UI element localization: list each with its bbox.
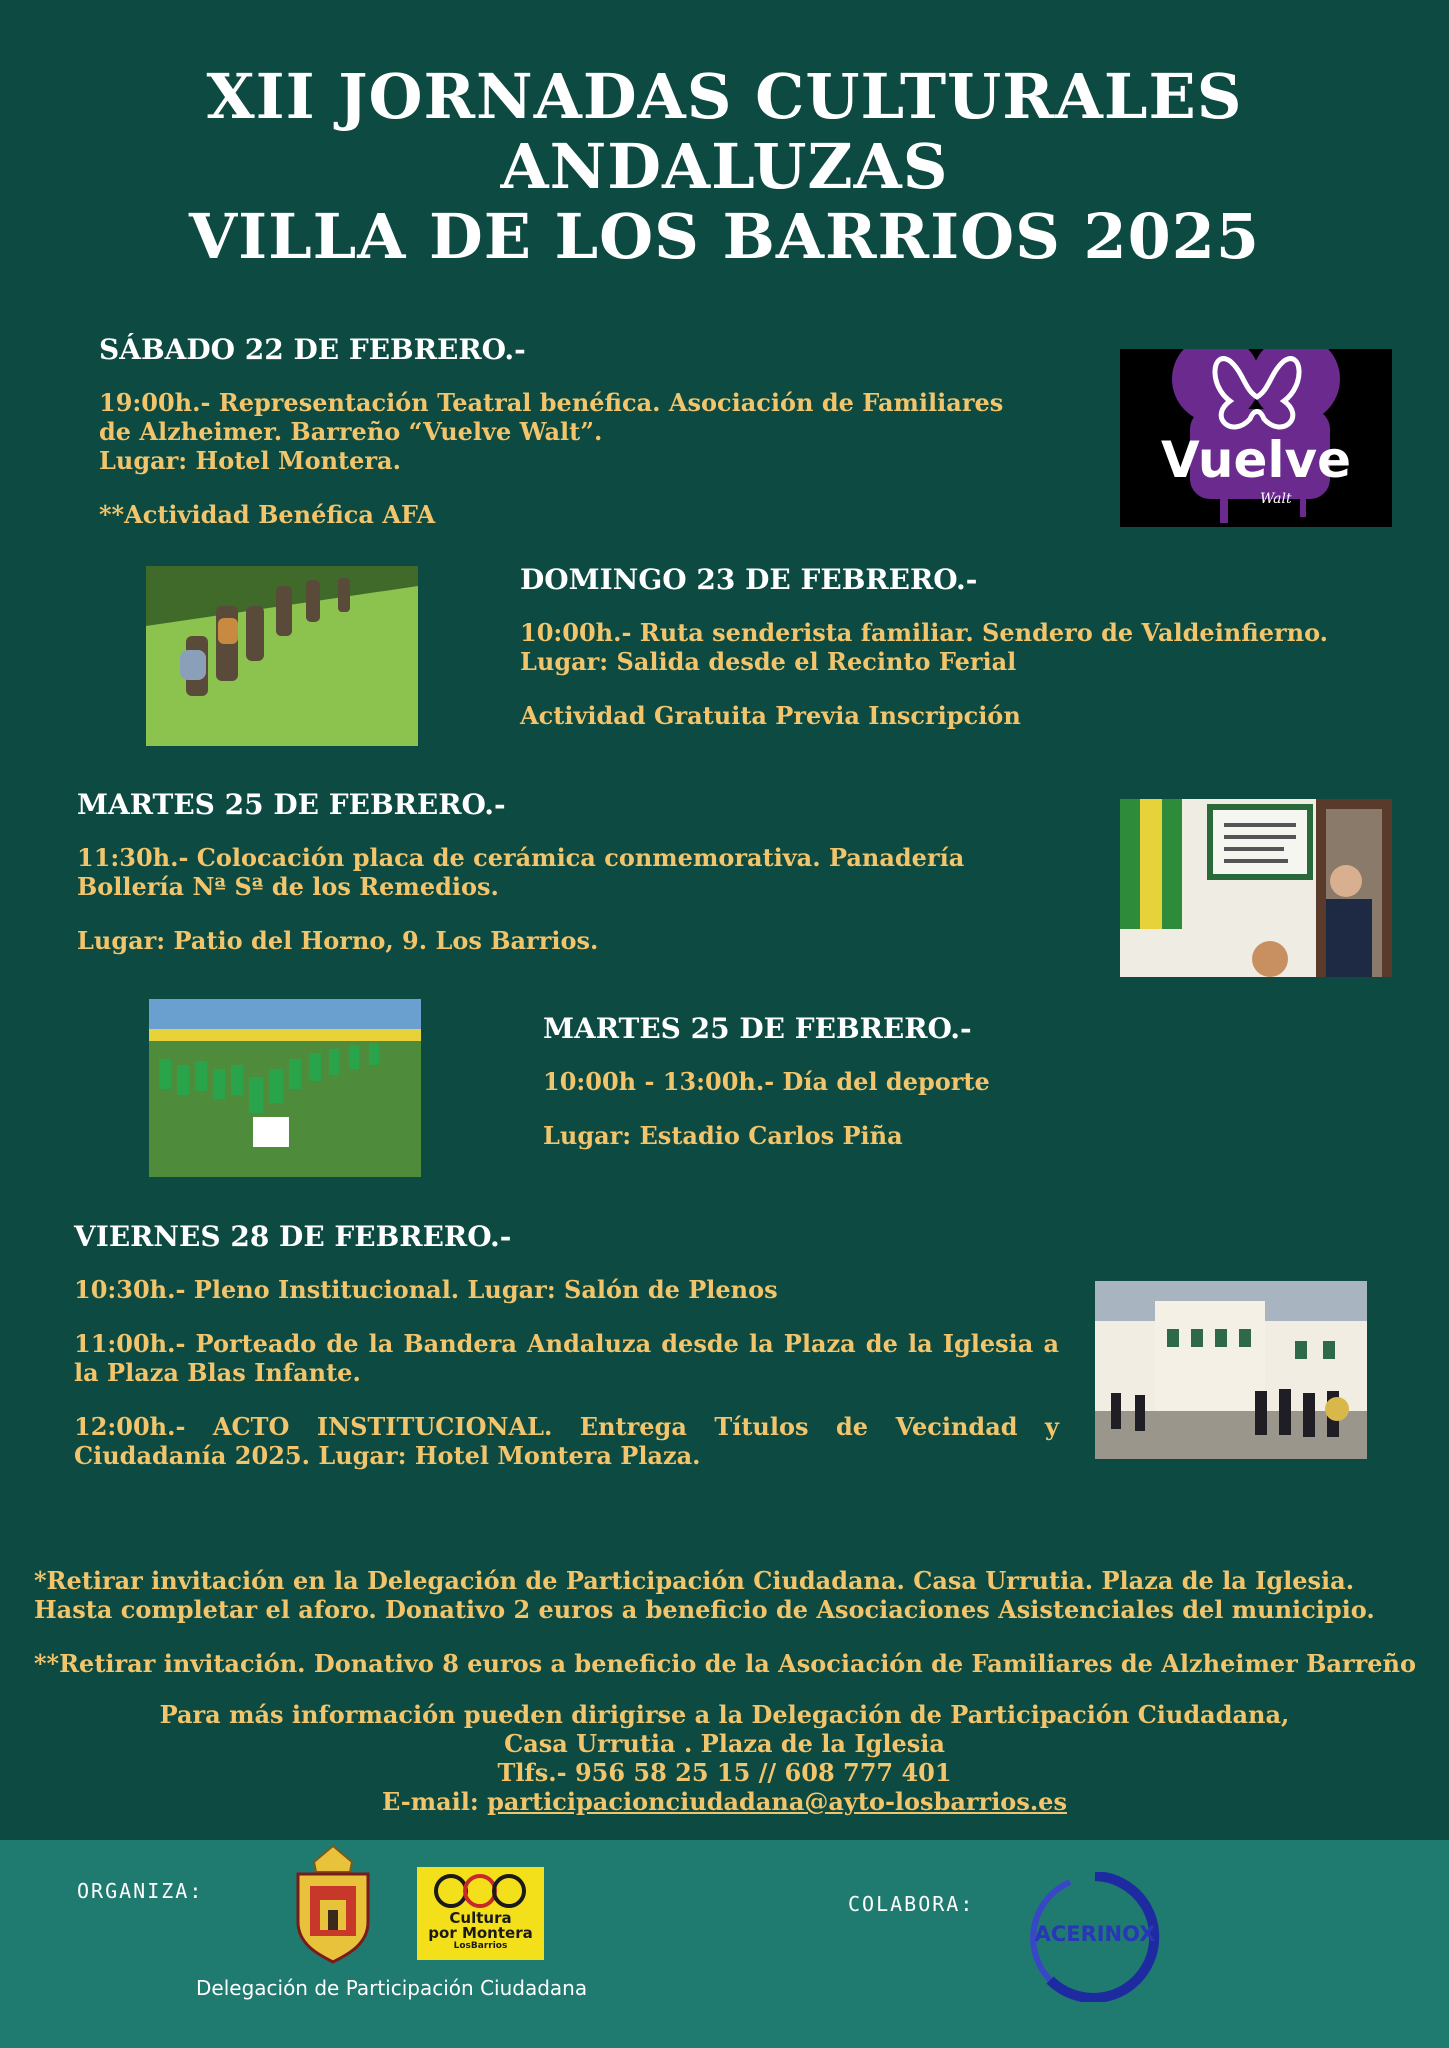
event-heading: MARTES 25 DE FEBRERO.- bbox=[77, 788, 506, 821]
plaque-photo bbox=[1120, 799, 1392, 977]
note-line: **Retirar invitación. Donativo 8 euros a beneficio de la Asociación de Familiares de Alzheimer Barreño bbox=[34, 1649, 1417, 1678]
event-line: Bollería Nª Sª de los Remedios. bbox=[77, 872, 499, 901]
event-line: 11:30h.- Colocación placa de cerámica conmemorativa. Panadería bbox=[77, 843, 965, 872]
page-title bbox=[0, 62, 1449, 272]
event-sunday bbox=[520, 563, 1420, 730]
event-heading: DOMINGO 23 DE FEBRERO.- bbox=[520, 563, 978, 596]
note-line: Hasta completar el aforo. Donativo 2 euros a beneficio de Asociaciones Asistenciales del municipio. bbox=[34, 1595, 1375, 1624]
town-square-photo bbox=[1095, 1281, 1367, 1459]
walt-text: Walt bbox=[1260, 491, 1292, 507]
hiking-photo bbox=[146, 566, 418, 746]
event-tuesday-sports bbox=[543, 1012, 1343, 1150]
event-location: Lugar: Estadio Carlos Piña bbox=[543, 1121, 903, 1150]
title-line-2: ANDALUZAS bbox=[500, 130, 949, 203]
cultura-text: Cultura bbox=[449, 1909, 512, 1927]
vuelve-walt-logo bbox=[1120, 349, 1392, 527]
event-heading: MARTES 25 DE FEBRERO.- bbox=[543, 1012, 972, 1045]
colabora-label: COLABORA: bbox=[848, 1892, 975, 1916]
event-line: 10:30h.- Pleno Institucional. Lugar: Salón de Plenos bbox=[74, 1275, 778, 1304]
email-line bbox=[0, 1787, 1449, 1816]
title-line-1: XII JORNADAS CULTURALES bbox=[206, 60, 1243, 133]
event-note: **Actividad Benéfica AFA bbox=[99, 500, 436, 529]
event-location: Lugar: Salida desde el Recinto Ferial bbox=[520, 647, 1017, 676]
event-line: 19:00h.- Representación Teatral benéfica. Asociación de Familiares bbox=[99, 388, 1004, 417]
email-label: E-mail: bbox=[382, 1787, 488, 1816]
event-location: Lugar: Hotel Montera. bbox=[99, 446, 401, 475]
email-link[interactable]: participacionciudadana@ayto-losbarrios.es bbox=[487, 1787, 1067, 1816]
vuelve-text: Vuelve bbox=[1160, 431, 1352, 489]
info-line: Casa Urrutia . Plaza de la Iglesia bbox=[504, 1729, 945, 1758]
event-line: de Alzheimer. Barreño “Vuelve Walt”. bbox=[99, 417, 603, 446]
acerinox-logo bbox=[1030, 1872, 1160, 2002]
contact-info bbox=[0, 1700, 1449, 1816]
montera-text: por Montera bbox=[428, 1924, 533, 1942]
organiza-label: ORGANIZA: bbox=[77, 1879, 204, 1903]
invitation-notes bbox=[34, 1566, 1434, 1678]
phone-line: Tlfs.- 956 58 25 15 // 608 777 401 bbox=[497, 1758, 952, 1787]
event-friday bbox=[74, 1220, 1059, 1470]
event-line: 10:00h - 13:00h.- Día del deporte bbox=[543, 1067, 990, 1096]
note-line: *Retirar invitación en la Delegación de Participación Ciudadana. Casa Urrutia. Plaza de la Iglesia. bbox=[34, 1566, 1355, 1595]
delegacion-label: Delegación de Participación Ciudadana bbox=[196, 1976, 588, 2000]
event-tuesday-plaque bbox=[77, 788, 1077, 955]
event-location: Lugar: Patio del Horno, 9. Los Barrios. bbox=[77, 926, 599, 955]
event-paragraph: 11:00h.- Porteado de la Bandera Andaluza desde la Plaza de la Iglesia a la Plaza Blas Infante. bbox=[74, 1329, 1059, 1387]
footer-bar bbox=[0, 1840, 1449, 2048]
losbarrios-text: LosBarrios bbox=[453, 1941, 508, 1951]
acerinox-text: ACERINOX bbox=[1034, 1922, 1156, 1946]
event-note: Actividad Gratuita Previa Inscripción bbox=[520, 701, 1021, 730]
event-heading: VIERNES 28 DE FEBRERO.- bbox=[74, 1220, 512, 1253]
event-heading: SÁBADO 22 DE FEBRERO.- bbox=[99, 333, 526, 366]
town-crest-logo bbox=[284, 1844, 382, 1964]
title-line-3: VILLA DE LOS BARRIOS 2025 bbox=[188, 200, 1261, 273]
event-saturday bbox=[99, 333, 1099, 529]
sports-day-photo bbox=[149, 999, 421, 1177]
event-paragraph: 12:00h.- ACTO INSTITUCIONAL. Entrega Títulos de Vecindad y Ciudadanía 2025. Lugar: Hotel Montera Plaza. bbox=[74, 1412, 1059, 1470]
info-line: Para más información pueden dirigirse a la Delegación de Participación Ciudadana, bbox=[159, 1700, 1290, 1729]
cultura-por-montera-logo bbox=[417, 1867, 544, 1960]
event-line: 10:00h.- Ruta senderista familiar. Sendero de Valdeinfierno. bbox=[520, 618, 1329, 647]
